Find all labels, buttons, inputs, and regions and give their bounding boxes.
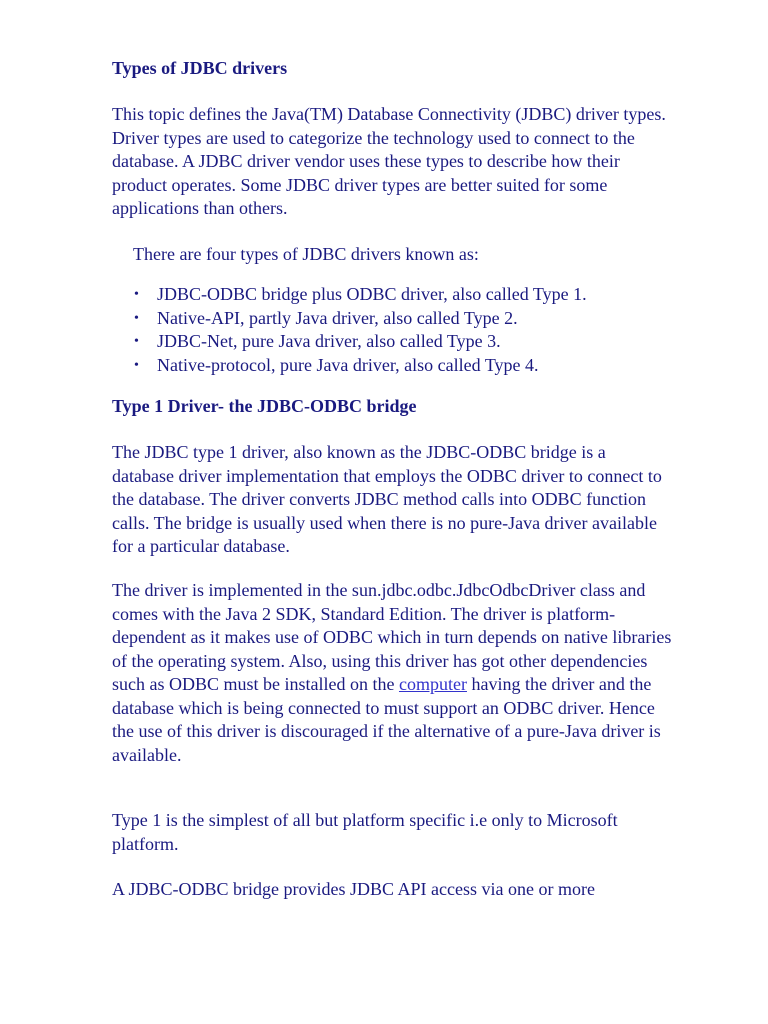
list-item [112,307,672,331]
list-item-text: JDBC-ODBC bridge plus ODBC driver, also called Type 1. [157,284,587,304]
bullet-icon: • [134,334,139,349]
driver-types-lead: There are four types of JDBC drivers known as: [133,244,479,264]
computer-link[interactable]: computer [398,674,467,694]
type1-paragraph-3: Type 1 is the simplest of all but platform specific i.e only to Microsoft platform. [112,810,618,854]
list-item [112,283,672,307]
bullet-icon: • [134,357,139,373]
list-item-text: Native-API, partly Java driver, also called Type 2. [157,307,518,328]
bullet-icon: • [134,310,139,326]
section-heading-type1: Type 1 Driver- the JDBC-ODBC bridge [112,396,417,416]
bullet-icon: • [134,287,139,302]
paragraph-text: The driver is implemented in the sun.jdbc.odbc.JdbcOdbcDriver class and comes with the Java 2 SDK, Standard Edition. The driver is platform-dependent as it makes use of ODBC which in turn depends on native libraries of the operating system. Also, using this driver has got other dependencies such as ODBC must be installed on the [112,580,672,694]
paragraph-text: having the driver and the database which is being connected to must support an ODBC driver. Hence the use of this driver is discouraged if the alternative of a pure-Java driver is available. [112,674,661,765]
intro-paragraph: This topic defines the Java(TM) Database Connectivity (JDBC) driver types. Driver types are used to categorize the technology used to connect to the database. A JDBC driver vendor uses these types to describe how their product operates. Some JDBC driver types are better suited for some applications than others. [112,104,666,218]
type1-paragraph-1: The JDBC type 1 driver, also known as the JDBC-ODBC bridge is a database driver implementation that employs the ODBC driver to connect to the database. The driver converts JDBC method calls into ODBC function calls. The bridge is usually used when there is no pure-Java driver available for a particular database. [112,442,662,556]
type1-paragraph-4: A JDBC-ODBC bridge provides JDBC API access via one or more [112,879,595,899]
type1-paragraph-2 [112,579,672,767]
list-item-text: JDBC-Net, pure Java driver, also called Type 3. [157,331,501,351]
list-item-text: Native-protocol, pure Java driver, also called Type 4. [157,354,539,375]
driver-types-list [112,283,672,377]
list-item [112,330,672,354]
page-title: Types of JDBC drivers [112,58,288,78]
list-item [112,354,672,378]
